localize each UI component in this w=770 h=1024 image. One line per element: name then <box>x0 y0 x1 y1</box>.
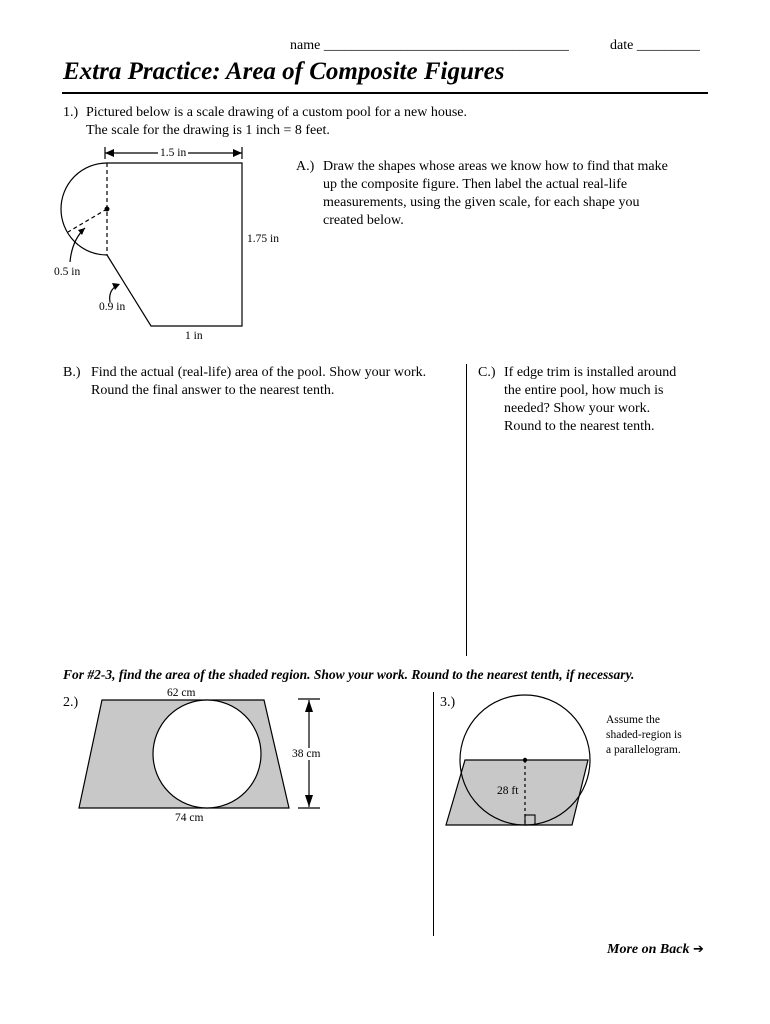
date-blank[interactable]: _________ <box>636 38 700 53</box>
q2-bottom-label: 74 cm <box>175 812 204 824</box>
pool-top-label: 1.5 in <box>160 147 187 159</box>
part-c-line: the entire pool, how much is <box>504 383 664 398</box>
date-label: date <box>610 38 634 53</box>
part-c-label: C.) <box>478 365 496 380</box>
q3-note-line: Assume the <box>606 714 660 726</box>
name-label: name <box>290 38 321 53</box>
q3-note-line: shaded-region is <box>606 729 682 741</box>
q3-height-label: 28 ft <box>497 785 519 797</box>
part-b-line: Round the final answer to the nearest tenth. <box>91 383 335 398</box>
more-on-back-text: More on Back <box>607 942 690 957</box>
instructions: For #2-3, find the area of the shaded region. Show your work. Round to the nearest tenth, if necessary. <box>63 667 635 682</box>
pool-right-label: 1.75 in <box>247 233 279 245</box>
part-a-label: A.) <box>296 159 315 174</box>
q3-center-dot <box>523 758 527 762</box>
part-b-line: Find the actual (real-life) area of the pool. Show your work. <box>91 365 427 380</box>
name-blank[interactable]: ___________________________________ <box>323 38 569 53</box>
q2-number: 2.) <box>63 695 79 710</box>
q3-note <box>606 713 682 758</box>
part-a-line: created below. <box>323 213 404 228</box>
pool-bottom-label: 1 in <box>185 330 203 342</box>
part-c-line: needed? Show your work. <box>504 401 651 416</box>
part-c-line: Round to the nearest tenth. <box>504 419 655 434</box>
part-a-line: Draw the shapes whose areas we know how to find that make <box>323 159 668 174</box>
part-a-line: measurements, using the given scale, for each shape you <box>323 195 640 210</box>
q1-line1: Pictured below is a scale drawing of a custom pool for a new house. <box>86 105 468 120</box>
part-b-label: B.) <box>63 365 81 380</box>
arrow-right-icon: ➔ <box>692 942 704 957</box>
q3-note-line: a parallelogram. <box>606 744 681 756</box>
q1-number: 1.) <box>63 105 79 120</box>
page-title: Extra Practice: Area of Composite Figures <box>63 58 505 85</box>
q2-top-label: 62 cm <box>167 687 196 699</box>
q2-height-label: 38 cm <box>292 748 321 760</box>
pool-radius-label: 0.5 in <box>54 266 81 278</box>
q3-number: 3.) <box>440 695 456 710</box>
q1-line2: The scale for the drawing is 1 inch = 8 feet. <box>86 123 330 138</box>
pool-slant-label: 0.9 in <box>99 301 126 313</box>
part-c-line: If edge trim is installed around <box>504 365 677 380</box>
more-on-back <box>607 942 704 958</box>
part-a-line: up the composite figure. Then label the actual real-life <box>323 177 628 192</box>
